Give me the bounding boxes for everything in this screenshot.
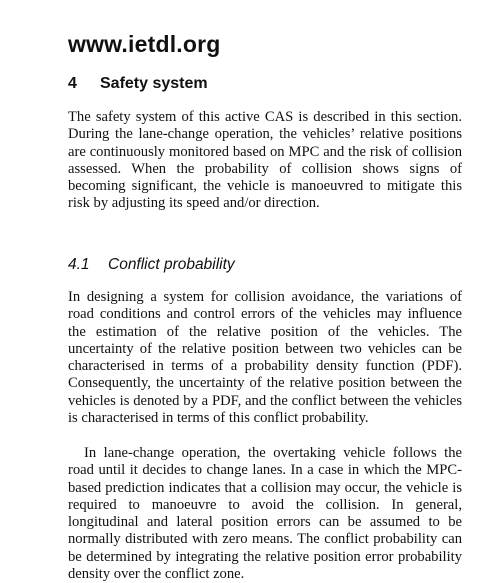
document-page — [68, 0, 462, 583]
subsection-number: 4.1 — [68, 256, 90, 273]
section-number: 4 — [68, 75, 77, 92]
section-paragraph: The safety system of this active CAS is described in this section. During the lane-change operation, the vehicles’ relative positions are continuously monitored based on MPC and the risk of collision assessed. When the probability of collision shows signs of becoming significant, the vehicle is manoeuvred to mitigate this risk by adjusting its speed and/or direction. — [68, 109, 462, 212]
subsection-heading — [68, 255, 235, 275]
subsection-title: Conflict probability — [108, 256, 235, 273]
subsection-paragraph-2: In lane-change operation, the overtaking vehicle follows the road until it decides to change lanes. In a case in which the MPC-based prediction indicates that a collision may occur, the vehicle is required to manoeuvre to avoid the collision. In general, longitudinal and lateral position errors can be assumed to be normally distributed with zero means. The conflict probability can be determined by integrating the relative position error probability density over the conflict zone. — [68, 445, 462, 583]
section-heading — [68, 74, 208, 94]
subsection-paragraph-1: In designing a system for collision avoidance, the variations of road conditions and control errors of the vehicles may influence the estimation of the relative position of the vehicles. The uncertainty of the relative position between two vehicles can be characterised in terms of a probability density function (PDF). Consequently, the uncertainty of the relative position between the vehicles is denoted by a PDF, and the conflict between the vehicles is characterised in terms of this conflict probability. — [68, 289, 462, 427]
section-title: Safety system — [100, 75, 208, 92]
journal-url: www.ietdl.org — [68, 31, 221, 57]
